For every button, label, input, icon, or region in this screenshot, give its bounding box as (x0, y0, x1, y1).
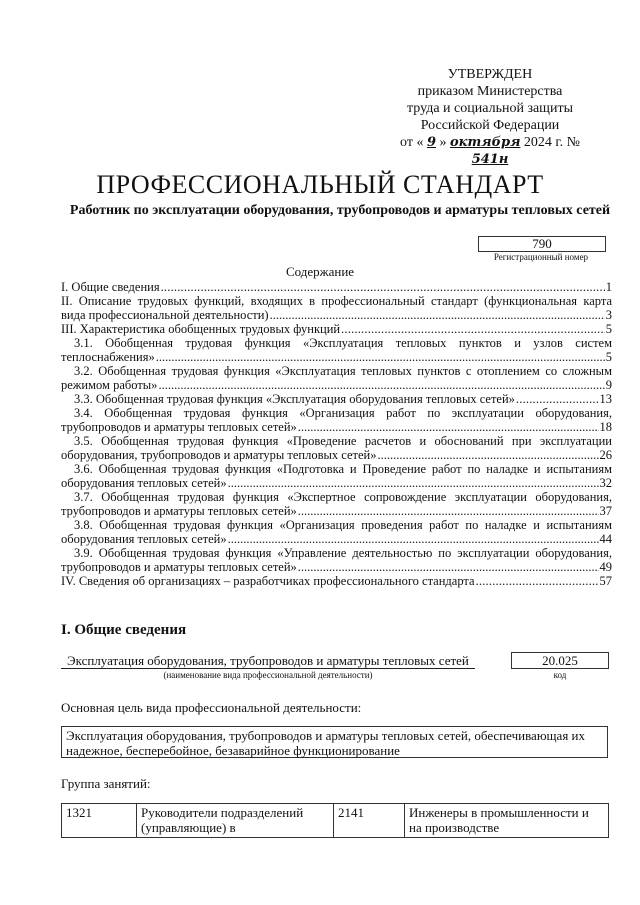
toc-entry[interactable] (61, 280, 612, 294)
occupation-group-label: Группа занятий: (61, 776, 151, 791)
toc-entry-page: 5 (605, 350, 612, 364)
occupation-table (61, 803, 609, 838)
toc-heading: Содержание (285, 264, 355, 279)
occupation-code: 1321 (62, 804, 137, 838)
toc-entry-page: 49 (599, 560, 612, 574)
toc-entry-title: 3.6. Обобщенная трудовая функция «Подготовка и Проведение работ по наладке и испытаниям (74, 462, 612, 476)
toc-entry[interactable] (61, 518, 612, 546)
date-month: октября (450, 135, 521, 150)
toc-entry-title: 3.2. Обобщенная трудовая функция «Эксплуатация тепловых пунктов с отоплением со сложным (74, 364, 612, 378)
approval-line: труда и социальной защиты (407, 101, 573, 116)
toc-entry-title: II. Описание трудовых функций, входящих в профессиональный стандарт (функциональная карта (61, 294, 612, 308)
toc-entry[interactable] (61, 392, 612, 406)
toc-entry-page: 18 (599, 420, 612, 434)
toc-entry-title-cont: оборудования, трубопроводов и арматуры тепловых сетей» (61, 448, 377, 462)
occupation-name: Инженеры в промышленности и на производстве (405, 804, 609, 838)
toc-entry-page: 44 (599, 532, 612, 546)
toc-entry-title: 3.5. Обобщенная трудовая функция «Проведение расчетов и обоснований при эксплуатации (74, 434, 612, 448)
toc-entry-title-cont: режимом работы» (61, 378, 158, 392)
approval-block (380, 66, 600, 168)
activity-code: 20.025 (511, 652, 609, 669)
approval-line: Российской Федерации (420, 118, 560, 133)
registration-label: Регистрационный номер (493, 252, 589, 262)
registration-number: 790 (478, 236, 606, 252)
approval-title: УТВЕРЖДЕН (447, 67, 533, 82)
toc-entry-page: 3 (605, 308, 612, 322)
toc-entry[interactable] (61, 546, 612, 574)
approval-line: приказом Министерства (417, 84, 563, 99)
activity-kind-label: (наименование вида профессиональной деятельности) (163, 670, 373, 680)
toc-entry-title-cont: оборудования тепловых сетей» (61, 532, 227, 546)
toc-entry[interactable] (61, 322, 612, 336)
toc-entry-title: 3.3. Обобщенная трудовая функция «Эксплуатация оборудования тепловых сетей» (74, 392, 515, 406)
toc-entry-title: 3.9. Обобщенная трудовая функция «Управление деятельностью по эксплуатации оборудования, (74, 546, 612, 560)
toc-entry-title-cont: трубопроводов и арматуры тепловых сетей» (61, 560, 297, 574)
toc-entry-title: 3.7. Обобщенная трудовая функция «Экспертное сопровождение эксплуатации оборудования, (74, 490, 612, 504)
toc-entry[interactable] (61, 294, 612, 322)
document-subtitle: Работник по эксплуатации оборудования, трубопроводов и арматуры тепловых сетей (69, 203, 611, 218)
occupation-name: Руководители подразделений (управляющие) в (137, 804, 334, 838)
toc-entry[interactable] (61, 406, 612, 434)
toc-entry-page: 1 (605, 280, 612, 294)
toc-entry[interactable] (61, 574, 612, 588)
toc-entry-title-cont: оборудования тепловых сетей» (61, 476, 227, 490)
table-of-contents (61, 280, 612, 588)
toc-entry-page: 26 (599, 448, 612, 462)
date-prefix: от « (400, 135, 424, 150)
goal-text: Эксплуатация оборудования, трубопроводов и арматуры тепловых сетей, обеспечивающая их надежное, бесперебойное, безаварийное функционирование (61, 726, 608, 758)
toc-entry-page: 57 (599, 574, 612, 588)
toc-entry-page: 9 (605, 378, 612, 392)
toc-entry[interactable] (61, 336, 612, 364)
document-title: ПРОФЕССИОНАЛЬНЫЙ СТАНДАРТ (96, 170, 544, 199)
toc-entry-title: III. Характеристика обобщенных трудовых функций (61, 322, 341, 336)
toc-entry-title: 3.8. Обобщенная трудовая функция «Организация проведения работ по наладке и испытаниям (74, 518, 612, 532)
toc-entry-page: 37 (599, 504, 612, 518)
date-year: 2024 г. № (523, 135, 580, 150)
toc-entry-title-cont: трубопроводов и арматуры тепловых сетей» (61, 420, 297, 434)
order-number: 541н (471, 152, 509, 167)
toc-entry-page: 5 (605, 322, 612, 336)
toc-entry-page: 32 (599, 476, 612, 490)
occupation-code: 2141 (334, 804, 405, 838)
toc-entry-title-cont: вида профессиональной деятельности) (61, 308, 269, 322)
toc-entry-title: IV. Сведения об организациях – разработчиках профессионального стандарта (61, 574, 475, 588)
toc-entry-page: 13 (599, 392, 612, 406)
toc-entry[interactable] (61, 490, 612, 518)
toc-entry-title-cont: трубопроводов и арматуры тепловых сетей» (61, 504, 297, 518)
approval-date (380, 134, 600, 168)
goal-label: Основная цель вида профессиональной деятельности: (61, 700, 362, 715)
toc-entry-title-cont: теплоснабжения» (61, 350, 155, 364)
toc-entry[interactable] (61, 462, 612, 490)
toc-entry-title: I. Общие сведения (61, 280, 160, 294)
date-day: 9 (426, 135, 437, 150)
date-mid: » (439, 135, 447, 150)
section-heading: I. Общие сведения (61, 622, 187, 638)
activity-code-label: код (553, 670, 567, 680)
activity-kind-field: Эксплуатация оборудования, трубопроводов и арматуры тепловых сетей (61, 653, 475, 669)
table-row (62, 804, 609, 838)
toc-entry[interactable] (61, 434, 612, 462)
toc-entry-title: 3.1. Обобщенная трудовая функция «Эксплуатация тепловых пунктов и узлов систем (74, 336, 612, 350)
toc-entry-title: 3.4. Обобщенная трудовая функция «Организация работ по эксплуатации оборудования, (74, 406, 612, 420)
toc-entry[interactable] (61, 364, 612, 392)
